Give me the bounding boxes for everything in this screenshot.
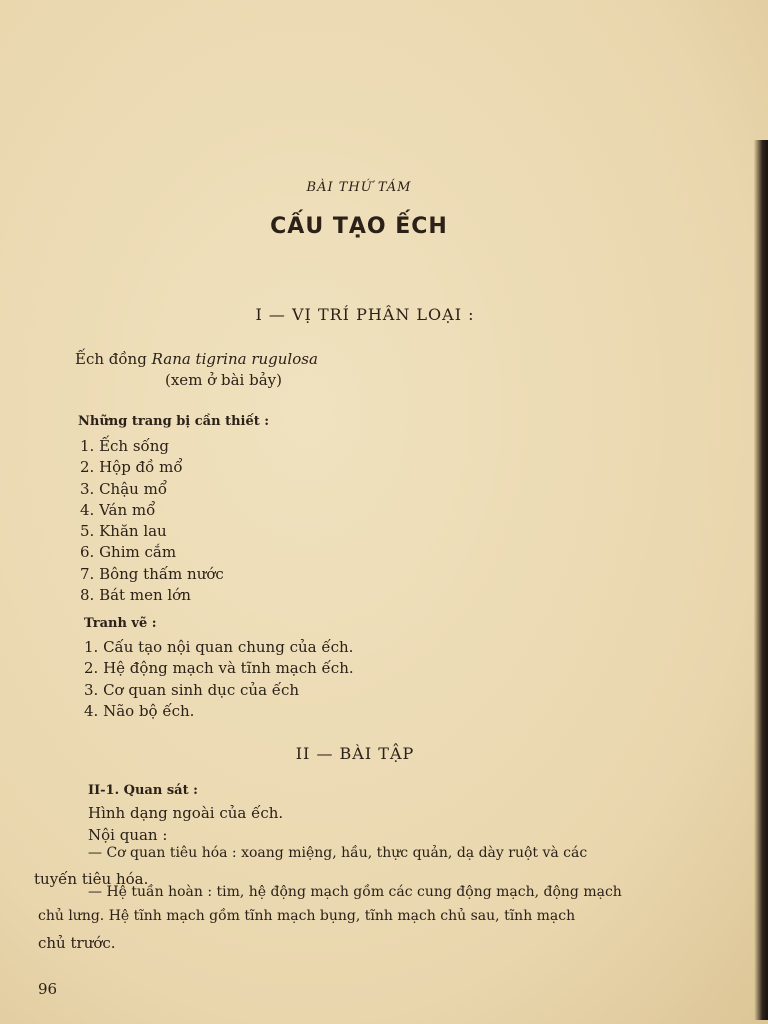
list-item: 8. Bát men lớn (80, 586, 191, 605)
observation-subheading: II-1. Quan sát : (88, 783, 198, 798)
equipment-title: Những trang bị cần thiết : (78, 414, 270, 429)
equipment-list (80, 436, 224, 606)
list-item: 4. Não bộ ếch. (84, 701, 195, 720)
digestive-line-1: — Cơ quan tiêu hóa : xoang miệng, hầu, thực quản, dạ dày ruột và các (88, 845, 588, 861)
list-item: 3. Cơ quan sinh dục của ếch (84, 680, 300, 699)
circulatory-line-3: chủ trước. (38, 934, 116, 952)
list-item: 6. Ghim cắm (80, 543, 177, 562)
list-item: 5. Khăn lau (80, 522, 167, 541)
circulatory-line-2: chủ lưng. Hệ tĩnh mạch gồm tĩnh mạch bụng, tĩnh mạch chủ sau, tĩnh mạch (38, 908, 576, 924)
list-item: 2. Hệ động mạch và tĩnh mạch ếch. (84, 659, 354, 678)
page-edge-shadow (754, 140, 768, 1020)
list-item: 7. Bông thấm nước (80, 564, 224, 583)
external-shape-line: Hình dạng ngoài của ếch. (88, 804, 284, 822)
digestive-line-2: tuyến tiêu hóa. (34, 870, 149, 888)
section-heading-classification: I — VỊ TRÍ PHÂN LOẠI : (255, 305, 475, 324)
page-number: 96 (38, 980, 58, 998)
list-item: 1. Cấu tạo nội quan chung của ếch. (84, 638, 354, 656)
section-heading-exercises: II — BÀI TẬP (295, 744, 415, 763)
species-line (75, 350, 318, 368)
list-item: 2. Hộp đồ mổ (80, 458, 183, 477)
lesson-label: BÀI THỨ TÁM (306, 180, 412, 195)
list-item: 3. Chậu mổ (80, 479, 167, 498)
species-scientific-name: Rana tigrina rugulosa (151, 350, 318, 368)
page-title: CẤU TẠO ẾCH (270, 214, 448, 239)
list-item: 1. Ếch sống (80, 437, 169, 455)
drawings-list (84, 637, 354, 722)
species-prefix: Ếch đồng (75, 350, 147, 368)
list-item: 4. Ván mổ (80, 500, 156, 519)
species-reference: (xem ở bài bảy) (165, 371, 282, 389)
drawings-title: Tranh vẽ : (84, 616, 157, 631)
internal-organs-label: Nội quan : (88, 826, 168, 844)
circulatory-line-1: — Hệ tuần hoàn : tim, hệ động mạch gồm các cung động mạch, động mạch (88, 884, 622, 900)
